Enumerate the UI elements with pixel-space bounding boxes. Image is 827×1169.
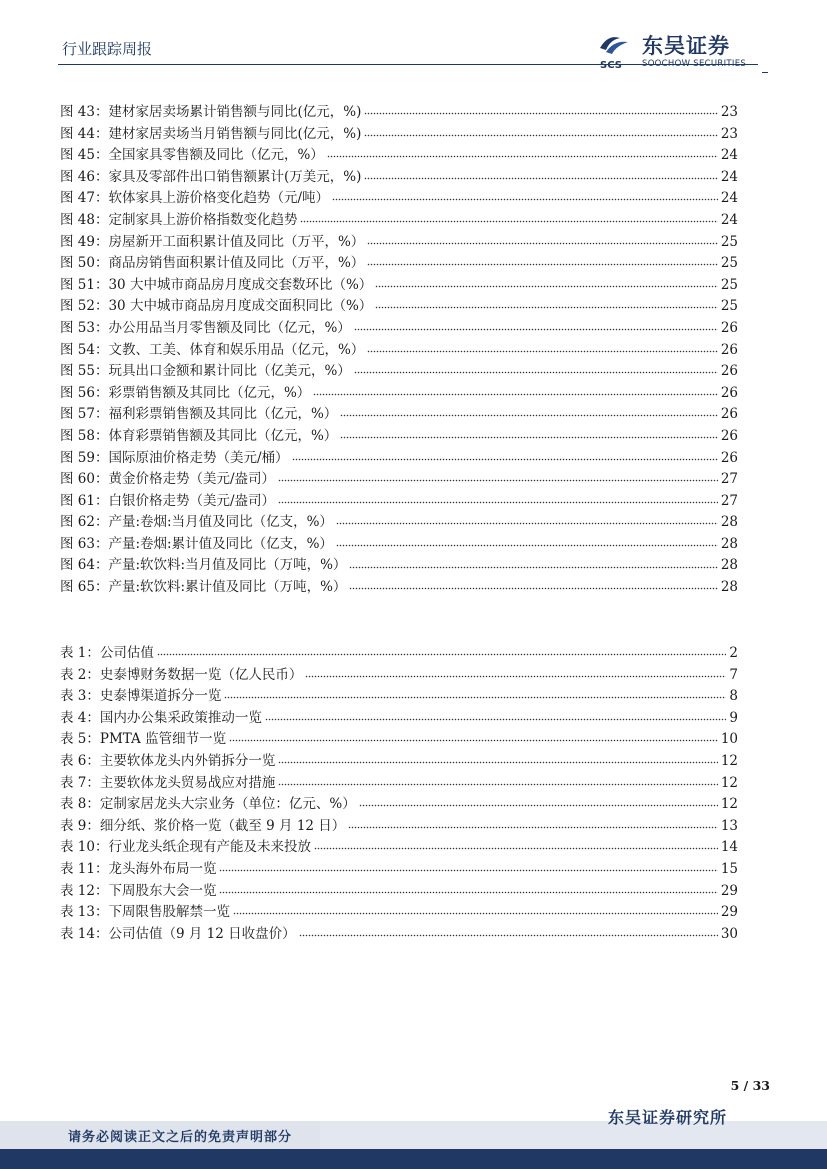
figure-index-entry-label: 图 54：文教、工美、体育和娱乐用品（亿元，%） (60, 341, 365, 358)
figure-index-entry-label: 图 43：建材家居卖场累计销售额与同比(亿元，%) (60, 104, 362, 120)
dot-leader (332, 197, 718, 203)
figure-index-entry[interactable] (60, 575, 738, 597)
dot-leader (340, 413, 718, 419)
table-index-entry[interactable] (60, 727, 738, 749)
figure-index-entry[interactable] (60, 273, 738, 295)
figure-index-entry-page: 28 (720, 535, 738, 552)
table-index-entry-page: 12 (720, 796, 738, 813)
figure-index-entry-label: 图 56：彩票销售额及其同比（亿元，%） (60, 384, 311, 401)
table-index-entry[interactable] (60, 706, 738, 728)
figure-index-entry-label: 图 49：房屋新开工面积累计值及同比（万平，%） (60, 233, 365, 250)
figure-index-entry-label: 图 65：产量:软饮料:累计值及同比（万吨，%） (60, 579, 347, 596)
dot-leader (313, 391, 718, 397)
figure-index-entry-page: 27 (720, 492, 738, 509)
figure-index-entry[interactable] (60, 553, 738, 575)
figure-index-entry-page: 24 (720, 168, 738, 185)
dot-leader (349, 564, 717, 570)
figure-index-entry-page: 28 (720, 579, 738, 596)
figure-index-entry[interactable] (60, 208, 738, 230)
dot-leader (219, 868, 717, 874)
figure-index-entry-page: 28 (720, 557, 738, 574)
dot-leader (336, 521, 718, 527)
figure-index-entry-label: 图 62：产量:卷烟:当月值及同比（亿支，%） (60, 514, 333, 531)
table-index-entry-label: 表 2：史泰博财务数据一览（亿人民币） (60, 666, 303, 683)
table-index-entry-label: 表 8：定制家居龙头大宗业务（单位：亿元、%） (60, 796, 356, 813)
table-index-entry-label: 表 12：下周股东大会一览 (60, 882, 217, 899)
figure-index-entry[interactable] (60, 381, 738, 403)
figure-index-entry[interactable] (60, 532, 738, 554)
figure-index-entry[interactable] (60, 230, 738, 252)
dot-leader (278, 499, 718, 505)
dot-leader (364, 175, 717, 181)
table-index-entry[interactable] (60, 857, 738, 879)
dot-leader (224, 695, 726, 701)
figure-index-entry-label: 图 46：家具及零部件出口销售额累计(万美元，%) (60, 168, 362, 185)
dot-leader (375, 305, 718, 311)
figure-index-entry-page: 25 (720, 233, 738, 250)
dot-leader (348, 824, 718, 830)
figure-index-entry-label: 图 64：产量:软饮料:当月值及同比（万吨，%） (60, 557, 347, 574)
table-index-entry[interactable] (60, 749, 738, 771)
page-header-title: 行业跟踪周报 (62, 40, 153, 58)
figure-index-entry-page: 25 (720, 298, 738, 315)
figure-index-entry[interactable] (60, 467, 738, 489)
dot-leader (233, 911, 718, 917)
figure-index-entry-label: 图 60：黄金价格走势（美元/盎司） (60, 471, 276, 488)
figure-index-entry[interactable] (60, 294, 738, 316)
dot-leader (278, 760, 717, 766)
table-index-entry[interactable] (60, 879, 738, 901)
table-index-entry-label: 表 6：主要软体龙头内外销拆分一览 (60, 752, 276, 769)
figure-index-entry[interactable] (60, 489, 738, 511)
footer-bar (0, 1149, 827, 1169)
table-index-entry-page: 10 (720, 731, 738, 748)
figure-index-list (60, 100, 738, 597)
figure-index-entry-page: 23 (720, 104, 738, 120)
table-index-entry-page: 14 (720, 839, 738, 856)
figure-index-entry-label: 图 47：软体家具上游价格变化趋势（元/吨） (60, 190, 330, 207)
dot-leader (157, 652, 727, 658)
table-index-entry-page: 12 (720, 752, 738, 769)
figure-index-entry-page: 23 (720, 125, 738, 142)
figure-index-entry-label: 图 61：白银价格走势（美元/盎司） (60, 492, 276, 509)
dot-leader (354, 370, 718, 376)
dot-leader (314, 846, 718, 852)
dot-leader (278, 781, 717, 787)
table-index-entry-label: 表 10：行业龙头纸企现有产能及未来投放 (60, 839, 311, 856)
table-index-entry-label: 表 5：PMTA 监管细节一览 (60, 731, 227, 748)
table-index-entry-label: 表 13：下周限售股解禁一览 (60, 904, 230, 921)
figure-index-entry-page: 24 (720, 211, 738, 228)
table-index-entry[interactable] (60, 922, 738, 944)
figure-index-entry-label: 图 59：国际原油价格走势（美元/桶） (60, 449, 289, 466)
figure-index-entry[interactable] (60, 316, 738, 338)
dot-leader (265, 716, 727, 722)
logo-mark-icon (596, 32, 640, 72)
figure-index-entry-label: 图 50：商品房销售面积累计值及同比（万平，%） (60, 255, 365, 272)
dot-leader (299, 932, 718, 938)
dot-leader (367, 240, 718, 246)
table-index-entry[interactable] (60, 835, 738, 857)
dot-leader (219, 889, 717, 895)
table-index-entry[interactable] (60, 641, 738, 663)
figure-index-entry-label: 图 53：办公用品当月零售额及同比（亿元，%） (60, 319, 351, 336)
figure-index-entry-label: 图 52：30 大中城市商品房月度成交面积同比（%） (60, 298, 373, 315)
figure-index-entry-label: 图 48：定制家具上游价格指数变化趋势 (60, 211, 298, 228)
dot-leader (364, 132, 717, 138)
table-index-entry-label: 表 11：龙头海外布局一览 (60, 860, 217, 877)
figure-index-entry-label: 图 51：30 大中城市商品房月度成交套数环比（%） (60, 276, 373, 293)
table-index-entry-page: 2 (729, 645, 738, 661)
table-index-entry-label: 表 1：公司估值 (60, 645, 154, 661)
table-index-entry[interactable] (60, 814, 738, 836)
figure-index-entry-page: 26 (720, 319, 738, 336)
figure-index-entry-page: 24 (720, 190, 738, 207)
figure-index-entry-label: 图 45：全国家具零售额及同比（亿元，%） (60, 147, 324, 164)
table-index-entry-page: 29 (720, 882, 738, 899)
figure-index-entry[interactable] (60, 100, 738, 122)
table-index-list (60, 641, 738, 943)
figure-index-entry-label: 图 44：建材家居卖场当月销售额与同比(亿元，%) (60, 125, 362, 142)
figure-index-entry-label: 图 55：玩具出口金额和累计同比（亿美元，%） (60, 363, 351, 380)
header-divider-tick (762, 72, 768, 73)
dot-leader (327, 154, 718, 160)
figure-index-entry[interactable] (60, 402, 738, 424)
figure-index-entry-page: 26 (720, 341, 738, 358)
figure-index-entry[interactable] (60, 165, 738, 187)
table-index-entry-page: 12 (720, 774, 738, 791)
table-index-entry[interactable] (60, 900, 738, 922)
table-index-entry-page: 13 (720, 817, 738, 834)
figure-index-entry-page: 24 (720, 147, 738, 164)
figure-index-entry[interactable] (60, 143, 738, 165)
table-index-entry-label: 表 3：史泰博渠道拆分一览 (60, 688, 222, 705)
figure-index-entry[interactable] (60, 359, 738, 381)
dot-leader (305, 673, 726, 679)
figure-index-entry-page: 25 (720, 276, 738, 293)
figure-index-entry[interactable] (60, 338, 738, 360)
logo-english-name: SOOCHOW SECURITIES (642, 59, 747, 69)
header-divider (58, 64, 758, 65)
figure-index-entry-page: 26 (720, 427, 738, 444)
figure-index-entry[interactable] (60, 446, 738, 468)
figure-index-entry[interactable] (60, 251, 738, 273)
figure-index-entry-page: 27 (720, 471, 738, 488)
dot-leader (359, 803, 718, 809)
figure-index-entry-label: 图 63：产量:卷烟:累计值及同比（亿支，%） (60, 535, 333, 552)
table-index-entry-page: 15 (720, 860, 738, 877)
dot-leader (292, 456, 718, 462)
figure-index-entry-label: 图 57：福利彩票销售额及其同比（亿元，%） (60, 406, 338, 423)
table-index-entry[interactable] (60, 684, 738, 706)
dot-leader (300, 219, 717, 225)
dot-leader (340, 435, 718, 441)
logo-mark-text: SCS (600, 60, 622, 71)
dot-leader (278, 478, 718, 484)
table-index-entry-page: 9 (729, 709, 738, 726)
table-index-entry-page: 8 (729, 688, 738, 705)
company-logo (596, 32, 766, 72)
figure-index-entry[interactable] (60, 186, 738, 208)
figure-index-entry[interactable] (60, 424, 738, 446)
dot-leader (349, 586, 717, 592)
table-index-entry-label: 表 14：公司估值（9 月 12 日收盘价） (60, 925, 296, 942)
table-index-entry-page: 29 (720, 904, 738, 921)
footer-company-name: 东吴证券研究所 (608, 1108, 728, 1127)
figure-index-entry[interactable] (60, 122, 738, 144)
table-index-entry-page: 30 (720, 925, 738, 942)
dot-leader (336, 542, 718, 548)
figure-index-entry-page: 26 (720, 363, 738, 380)
figure-index-entry-page: 25 (720, 255, 738, 272)
figure-index-entry-label: 图 58：体育彩票销售额及其同比（亿元，%） (60, 427, 338, 444)
table-index-entry[interactable] (60, 792, 738, 814)
dot-leader (375, 283, 718, 289)
dot-leader (367, 262, 718, 268)
dot-leader (367, 348, 718, 354)
table-index-entry-label: 表 9：细分纸、浆价格一览（截至 9 月 12 日） (60, 817, 346, 834)
table-index-entry-label: 表 7：主要软体龙头贸易战应对措施 (60, 774, 276, 791)
logo-chinese-name: 东吴证券 (642, 34, 730, 58)
table-index-entry[interactable] (60, 663, 738, 685)
figure-index-entry[interactable] (60, 510, 738, 532)
table-index-entry[interactable] (60, 771, 738, 793)
figure-index-entry-page: 26 (720, 449, 738, 466)
figure-index-entry-page: 28 (720, 514, 738, 531)
figure-index-entry-page: 26 (720, 384, 738, 401)
figure-index-entry-page: 26 (720, 406, 738, 423)
dot-leader (364, 111, 717, 117)
table-index-entry-page: 7 (729, 666, 738, 683)
dot-leader (354, 327, 718, 333)
footer-disclaimer: 请务必阅读正文之后的免责声明部分 (68, 1130, 293, 1145)
page-number: 5 / 33 (730, 1078, 770, 1093)
table-index-entry-label: 表 4：国内办公集采政策推动一览 (60, 709, 262, 726)
dot-leader (229, 738, 718, 744)
